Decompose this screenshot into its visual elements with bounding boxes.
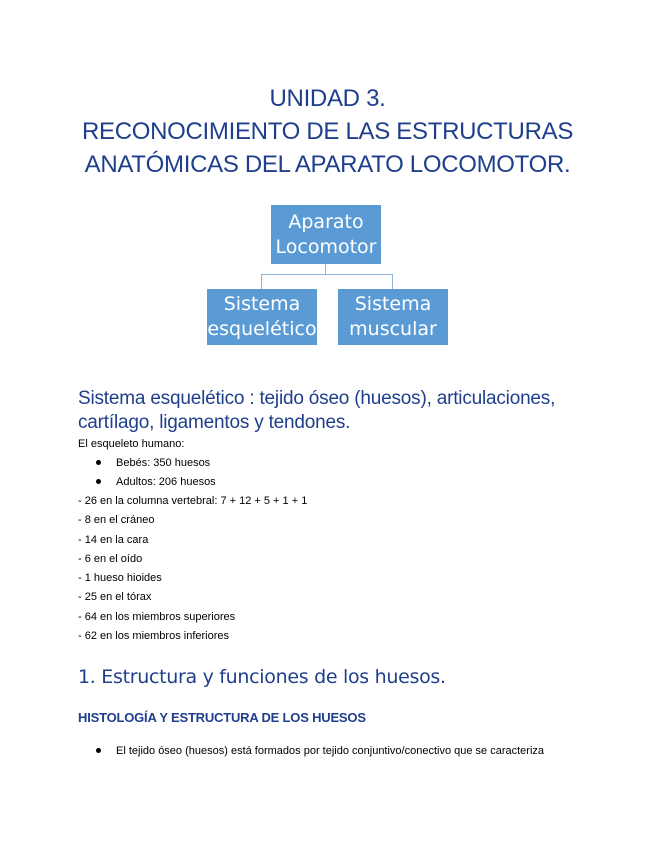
list-item: - 64 en los miembros superiores xyxy=(78,610,236,623)
diagram-connector-horizontal xyxy=(261,274,393,275)
subsection-heading: 1. Estructura y funciones de los huesos. xyxy=(78,666,446,688)
diagram-connector-vertical-left xyxy=(261,274,262,289)
list-item: - 62 en los miembros inferiores xyxy=(78,630,230,643)
list-item: - 14 en la cara xyxy=(78,533,149,546)
list-item: - 1 hueso hioides xyxy=(78,572,162,585)
list-item-text: Bebés: 350 huesos xyxy=(116,457,211,469)
list-item xyxy=(96,475,216,494)
diagram-connector-vertical-right xyxy=(392,274,393,289)
diagram-node-sistema-esqueletico xyxy=(207,289,317,345)
diagram-node-label-line-1: Sistema xyxy=(223,293,301,315)
histology-heading: HISTOLOGÍA Y ESTRUCTURA DE LOS HUESOS xyxy=(78,710,366,725)
list-item xyxy=(96,456,216,475)
bone-count-list xyxy=(78,494,307,648)
bullet-icon xyxy=(96,479,101,484)
unit-title-line-3: ANATÓMICAS DEL APARATO LOCOMOTOR. xyxy=(84,151,571,178)
list-item xyxy=(96,744,544,758)
unit-title-line-1: UNIDAD 3. xyxy=(269,85,386,112)
list-item: - 8 en el cráneo xyxy=(78,514,155,527)
list-item-text: Adultos: 206 huesos xyxy=(116,476,216,488)
bullet-icon xyxy=(96,460,101,465)
diagram-node-sistema-muscular xyxy=(338,289,448,345)
diagram-node-label-line-2: muscular xyxy=(349,318,437,340)
diagram-node-label-line-2: Locomotor xyxy=(275,235,377,258)
section-heading-sistema-esqueletico: Sistema esquelético : tejido óseo (huesos), articulaciones, cartílago, ligamentos y tendones. xyxy=(78,388,556,433)
diagram-node-label-line-1: Aparato xyxy=(288,210,364,233)
histology-bullet-list xyxy=(96,744,544,758)
bullet-icon xyxy=(96,748,101,753)
diagram-node-aparato-locomotor xyxy=(271,205,381,264)
list-item: - 25 en el tórax xyxy=(78,591,152,604)
unit-title xyxy=(0,82,655,181)
diagram-node-label-line-2: esquelético xyxy=(207,318,317,340)
intro-text: El esqueleto humano: xyxy=(78,438,185,450)
diagram-node-label-line-1: Sistema xyxy=(354,293,432,315)
list-item: - 26 en la columna vertebral: 7 + 12 + 5 + 1 + 1 xyxy=(78,495,308,507)
unit-title-line-2: RECONOCIMIENTO DE LAS ESTRUCTURAS xyxy=(81,118,574,145)
bullet-list xyxy=(96,456,216,494)
list-item-text: El tejido óseo (huesos) está formados por tejido conjuntivo/conectivo que se caracteriza xyxy=(116,745,545,757)
list-item: - 6 en el oído xyxy=(78,552,143,565)
